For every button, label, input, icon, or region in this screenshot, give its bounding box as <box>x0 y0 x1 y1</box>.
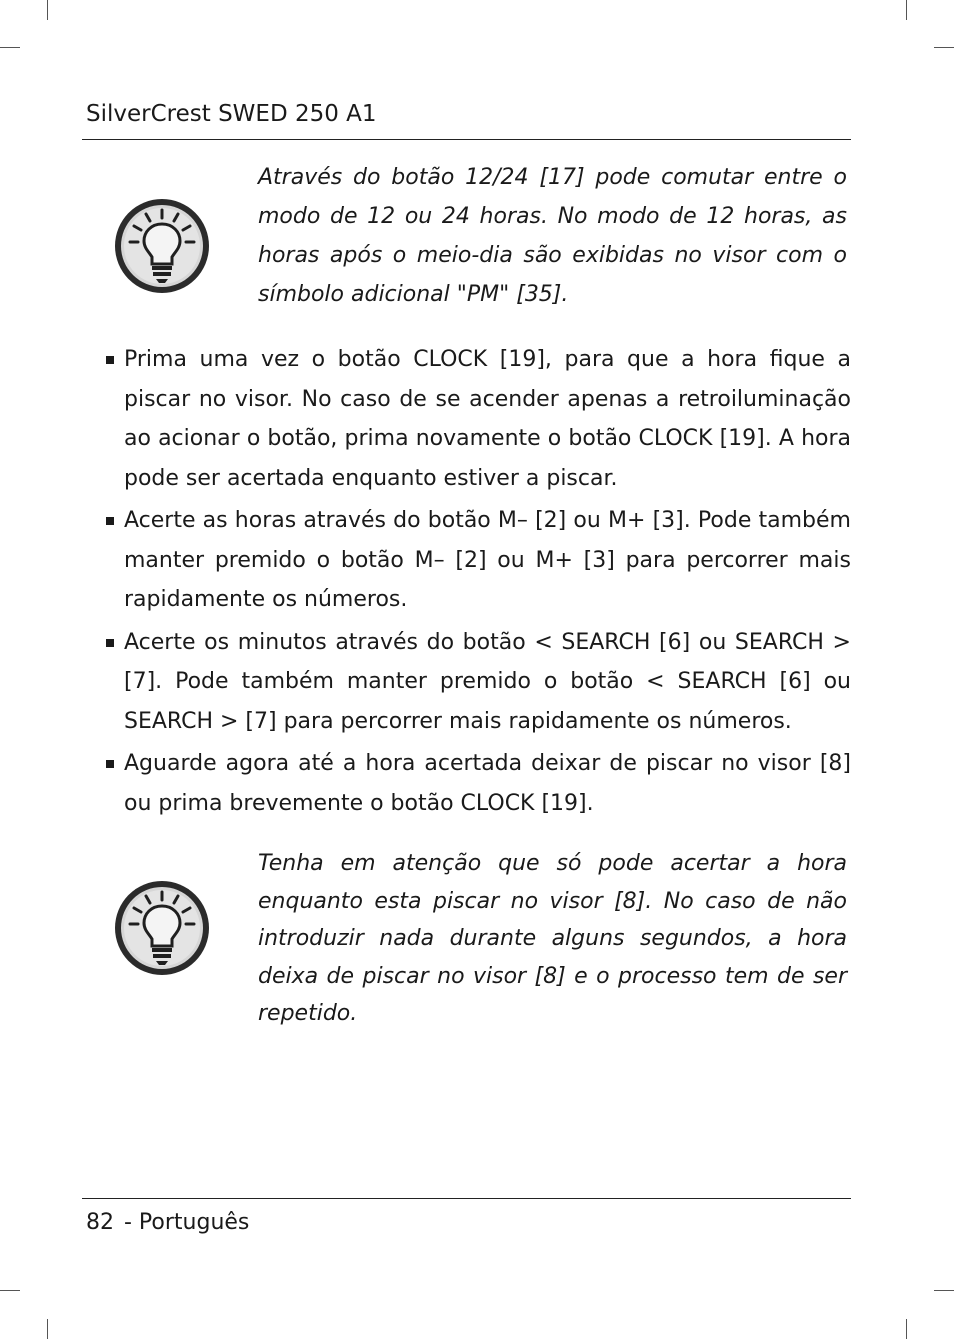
list-item-text: Acerte as horas através do botão M– [2] ou M+ [3]. Pode também manter premido o botão M– [2] ou M+ [3] para percorrer mais rapidamente os números. <box>124 508 851 612</box>
bullet-marker <box>106 517 114 525</box>
tip-note-text: Tenha em atenção que só pode acertar a hora enquanto esta piscar no visor [8]. No caso de não introduzir nada durante alguns segundos, a hora deixa de piscar no visor [8] e o processo tem de ser repetido. <box>258 851 847 1026</box>
list-item-text: Aguarde agora até a hora acertada deixar de piscar no visor [8] ou prima brevemente o botão CLOCK [19]. <box>124 751 851 816</box>
bullet-marker <box>106 639 114 647</box>
list-item <box>104 623 851 742</box>
bullet-marker <box>106 356 114 364</box>
document-header-title: SilverCrest SWED 250 A1 <box>86 101 377 127</box>
tip-note-12-24 <box>258 158 847 314</box>
bullet-marker <box>106 760 114 768</box>
crop-mark-bottom-right-v <box>906 1319 907 1339</box>
crop-mark-bottom-right-h <box>934 1290 954 1291</box>
crop-mark-top-right-h <box>934 47 954 48</box>
list-item <box>104 501 851 620</box>
list-item-text: Prima uma vez o botão CLOCK [19], para que a hora fique a piscar no visor. No caso de se acender apenas a retroiluminação ao acionar o botão, prima novamente o botão CLOCK [19]. A hora pode ser acertada enquanto estiver a piscar. <box>124 347 851 491</box>
list-item <box>104 744 851 823</box>
page-number: 82 <box>86 1210 114 1235</box>
page-footer <box>86 1207 249 1239</box>
lightbulb-icon <box>112 878 212 978</box>
crop-mark-top-right-v <box>906 0 907 20</box>
crop-mark-bottom-left-v <box>47 1319 48 1339</box>
tip-note-time-setting <box>258 845 847 1033</box>
header-rule <box>82 139 851 140</box>
footer-rule <box>82 1198 851 1199</box>
crop-mark-top-left-h <box>0 47 20 48</box>
footer-language: - Português <box>124 1210 250 1235</box>
crop-mark-bottom-left-h <box>0 1290 20 1291</box>
crop-mark-top-left-v <box>47 0 48 20</box>
instruction-list <box>104 340 851 826</box>
list-item <box>104 340 851 498</box>
lightbulb-icon <box>112 196 212 296</box>
list-item-text: Acerte os minutos através do botão < SEARCH [6] ou SEARCH > [7]. Pode também manter premido o botão < SEARCH [6] ou SEARCH > [7] para percorrer mais rapidamente os números. <box>124 629 851 734</box>
tip-note-text: Através do botão 12/24 [17] pode comutar entre o modo de 12 ou 24 horas. No modo de 12 horas, as horas após o meio-dia são exibidas no visor com o símbolo adicional "PM" [35]. <box>258 165 847 307</box>
